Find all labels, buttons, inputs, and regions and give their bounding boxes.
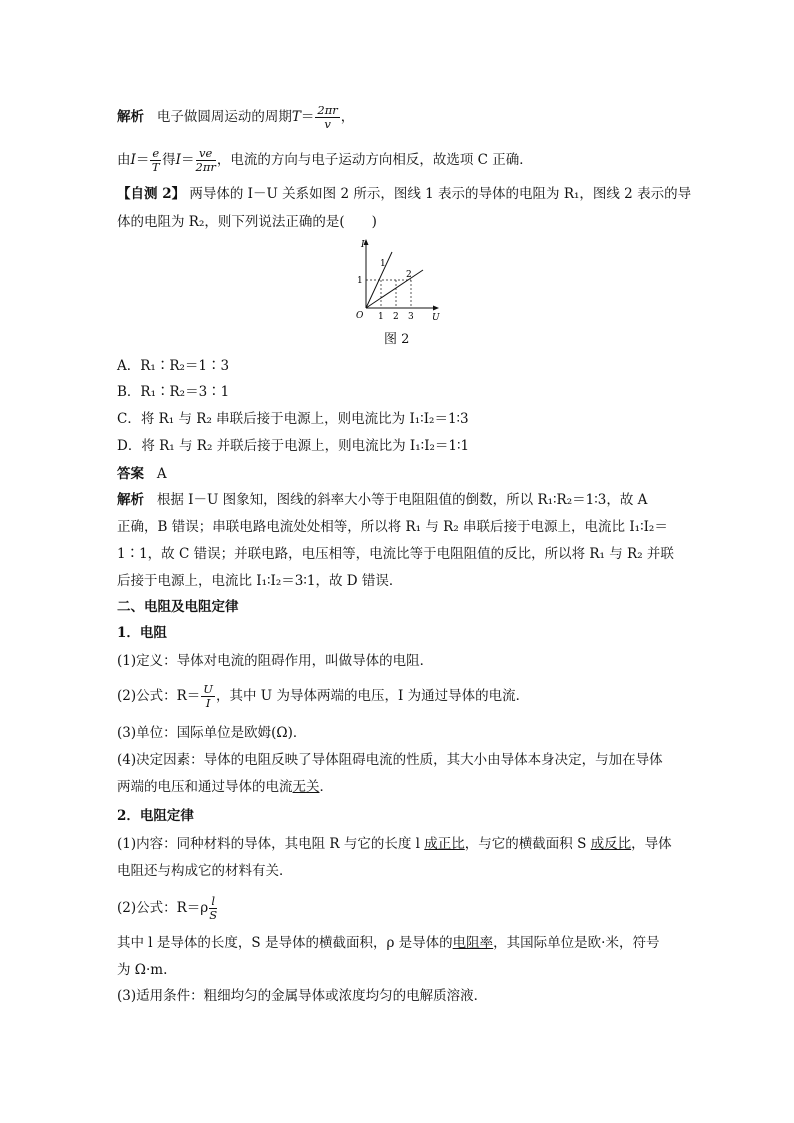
fraction-period <box>315 104 339 131</box>
analysis-line-3: 1∶1，故 C 错误；并联电路，电压相等，电流比等于电阻阻值的反比，所以将 R₁ 与 R₂ 并联 <box>117 546 674 562</box>
frac-denominator: T <box>151 160 160 174</box>
equals: ＝ <box>181 152 195 168</box>
underlined-text: 成正比 <box>424 836 465 852</box>
line-1-label: 1 <box>380 259 386 269</box>
frac-numerator: l <box>209 895 217 909</box>
definition-line: (1)定义：导体对电流的阻碍作用，叫做导体的电阻． <box>117 653 434 669</box>
text: ． <box>319 779 333 795</box>
option-b: B．R₁∶R₂＝3∶1 <box>117 384 230 400</box>
frac-numerator: ve <box>196 147 216 161</box>
var-T: T <box>291 109 301 125</box>
text: (2)公式：R＝ <box>117 688 201 704</box>
x-axis-label: U <box>432 313 440 323</box>
text: ，电流的方向与电子运动方向相反，故选项 C 正确． <box>216 152 533 168</box>
text: (2)公式：R＝ρ <box>117 900 209 916</box>
text: ，与它的横截面积 S <box>464 836 591 852</box>
where-line-1 <box>117 933 659 953</box>
section-title: 二、电阻及电阻定律 <box>117 599 239 615</box>
underlined-text: 电阻率 <box>452 935 494 951</box>
solution-label: 解析 <box>117 109 144 125</box>
factor-line-2 <box>117 777 333 797</box>
answer-label: 答案 <box>117 466 144 482</box>
unit-line: (3)单位：国际单位是欧姆(Ω)． <box>117 725 307 741</box>
figure-caption: 图 2 <box>384 332 410 347</box>
factor-line-1: (4)决定因素：导体的电阻反映了导体阻碍电流的性质，其大小由导体本身决定，与加在导体 <box>117 752 663 768</box>
analysis-line-1 <box>117 490 647 510</box>
option-d: D．将 R₁ 与 R₂ 并联后接于电源上，则电流比为 I₁∶I₂＝1∶1 <box>117 438 470 454</box>
question-text: 体的电阻为 R₂，则下列说法正确的是( ) <box>117 214 377 230</box>
fraction-ve-2pir <box>196 147 216 174</box>
content-line-2: 电阻还与构成它的材料有关． <box>117 863 293 879</box>
question-text: 两导体的 I－U 关系如图 2 所示，图线 1 表示的导体的电阻为 R₁，图线 2 表示的导 <box>189 186 692 202</box>
text: 得 <box>162 152 176 168</box>
frac-denominator: I <box>205 696 211 710</box>
subsection-resistance: 1．电阻 <box>117 625 167 641</box>
frac-denominator: v <box>324 117 331 131</box>
equals: ＝ <box>135 152 150 168</box>
text: ，其国际单位是欧·米，符号 <box>493 935 660 951</box>
fraction-l-S <box>209 895 217 922</box>
analysis-label: 解析 <box>117 492 144 508</box>
content-line-1 <box>117 834 672 854</box>
x-axis-arrow-icon <box>433 306 439 311</box>
frac-denominator: 2πr <box>195 160 216 174</box>
line-2-label: 2 <box>406 270 412 280</box>
frac-numerator: e <box>152 146 160 160</box>
text: 两端的电压和通过导体的电流 <box>117 779 293 795</box>
var-I: I <box>130 152 136 168</box>
punct: ， <box>340 109 355 125</box>
origin-label: O <box>356 311 364 321</box>
analysis-line-4: 后接于电源上，电流比 I₁∶I₂＝3∶1，故 D 错误． <box>117 573 403 589</box>
text: 由 <box>117 152 131 168</box>
equals: ＝ <box>300 109 315 125</box>
text: ，导体 <box>631 836 672 852</box>
text: ，其中 U 为导体两端的电压，I 为通过导体的电流． <box>216 688 530 704</box>
iu-graph-figure <box>348 236 444 324</box>
frac-numerator: 2πr <box>317 103 338 117</box>
text: 其中 l 是导体的长度，S 是导体的横截面积，ρ 是导体的 <box>117 935 453 951</box>
law-formula-line <box>117 895 218 922</box>
text: (1)内容：同种材料的导体，其电阻 R 与它的长度 l <box>117 836 425 852</box>
frac-denominator: S <box>209 908 218 922</box>
answer-value: A <box>156 466 167 482</box>
underlined-text: 成反比 <box>590 836 632 852</box>
option-c: C．将 R₁ 与 R₂ 串联后接于电源上，则电流比为 I₁∶I₂＝1∶3 <box>117 411 469 427</box>
y-axis-label: I <box>361 240 365 250</box>
y-tick-label: 1 <box>357 276 363 286</box>
fraction-e-T <box>150 147 161 174</box>
formula-line <box>117 683 529 710</box>
question-line-2 <box>117 212 377 232</box>
subsection-law: 2．电阻定律 <box>117 808 194 824</box>
frac-numerator: U <box>203 682 213 696</box>
solution-line-1 <box>117 104 354 131</box>
underlined-text: 无关 <box>292 779 320 795</box>
condition-line: (3)适用条件：粗细均匀的金属导体或浓度均匀的电解质溶液． <box>117 988 488 1004</box>
fraction-U-I <box>201 683 215 710</box>
answer-line <box>117 464 167 484</box>
question-line-1 <box>117 184 691 204</box>
where-line-2: 为 Ω·m. <box>117 962 168 978</box>
option-a: A．R₁∶R₂＝1∶3 <box>117 358 230 374</box>
question-tag: 【自测 2】 <box>117 186 186 202</box>
x-tick-label: 2 <box>393 312 399 322</box>
x-tick-label: 1 <box>378 312 384 322</box>
x-tick-label: 3 <box>408 312 414 322</box>
analysis-text: 根据 I－U 图象知，图线的斜率大小等于电阻阻值的倒数，所以 R₁∶R₂＝1∶3，故 A <box>156 492 648 508</box>
var-I: I <box>175 152 181 168</box>
solution-text: 电子做圆周运动的周期 <box>156 109 292 125</box>
solution-line-2 <box>117 147 533 174</box>
analysis-line-2: 正确，B 错误；串联电路电流处处相等，所以将 R₁ 与 R₂ 串联后接于电源上，电流比 I₁∶I₂＝ <box>117 519 668 535</box>
